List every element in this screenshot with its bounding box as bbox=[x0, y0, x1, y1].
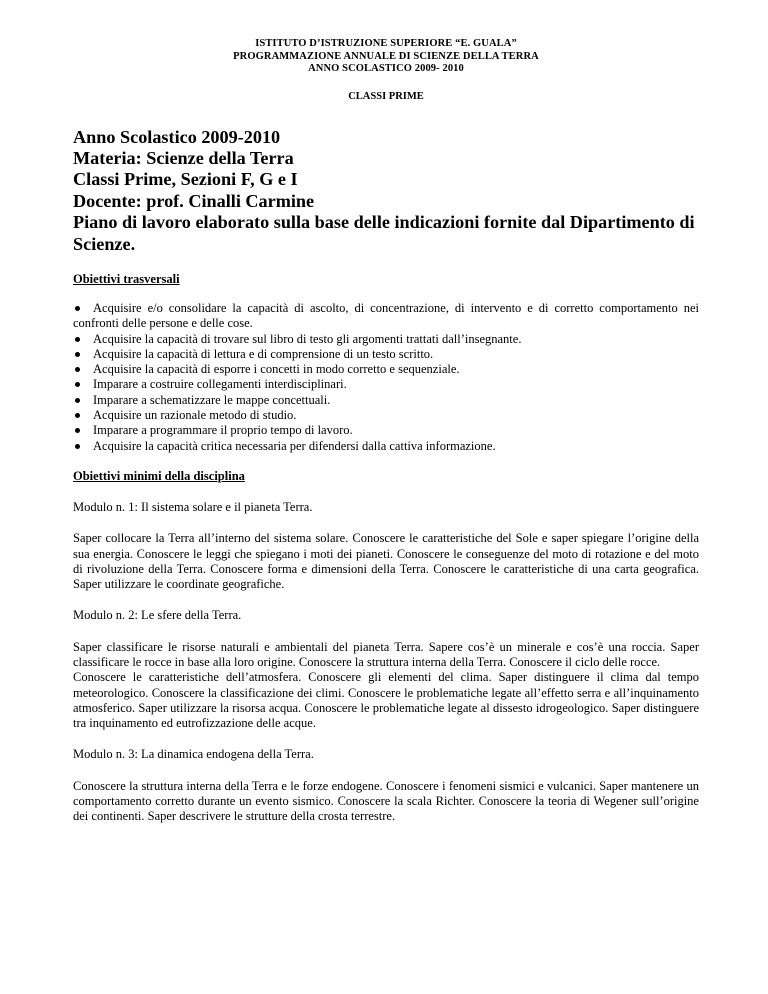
module-1-title: Modulo n. 1: Il sistema solare e il pianeta Terra. bbox=[73, 499, 313, 514]
list-item: Acquisire la capacità di trovare sul libro di testo gli argomenti trattati dall’insegnante. bbox=[73, 332, 699, 347]
list-item: Acquisire un razionale metodo di studio. bbox=[73, 408, 699, 423]
title-subject: Materia: Scienze della Terra bbox=[73, 147, 294, 168]
title-plan: Piano di lavoro elaborato sulla base delle indicazioni fornite dal Dipartimento di Scienze. bbox=[73, 212, 695, 254]
bullet-icon bbox=[75, 337, 80, 342]
bullet-icon bbox=[75, 352, 80, 357]
program-title: PROGRAMMAZIONE ANNUALE DI SCIENZE DELLA TERRA bbox=[233, 50, 539, 62]
list-item: Acquisire e/o consolidare la capacità di ascolto, di concentrazione, di intervento e di corretto comportamento nei confronti delle persone e delle cose. bbox=[73, 300, 699, 331]
list-item: Imparare a schematizzare le mappe concettuali. bbox=[73, 393, 699, 408]
bullet-icon bbox=[75, 413, 80, 418]
school-name: ISTITUTO D’ISTRUZIONE SUPERIORE “E. GUALA” bbox=[255, 38, 517, 49]
title-block bbox=[73, 127, 699, 255]
list-item: Imparare a programmare il proprio tempo di lavoro. bbox=[73, 423, 699, 438]
section-title-cross-objectives: Obiettivi trasversali bbox=[73, 271, 180, 286]
bullet-icon bbox=[75, 306, 80, 311]
bullet-icon bbox=[75, 382, 80, 387]
section-title-minimum-objectives: Obiettivi minimi della disciplina bbox=[73, 468, 245, 483]
list-item: Acquisire la capacità critica necessaria per difendersi dalla cattiva informazione. bbox=[73, 439, 699, 454]
module-1-text: Saper collocare la Terra all’interno del sistema solare. Conoscere le caratteristiche del Sole e saper spiegare l’origine della sua energia. Conoscere le leggi che spiegano i moti dei pianeti. Conoscere le conseguenze del moto di rotazione e del moto di rivoluzione della Terra. Conoscere forma e dimensioni della Terra. Conoscere le caratteristiche di una carta geografica. Saper utilizzare le coordinate geografiche. bbox=[73, 531, 699, 592]
title-year: Anno Scolastico 2009-2010 bbox=[73, 126, 281, 147]
bullet-icon bbox=[75, 398, 80, 403]
document-header bbox=[73, 38, 699, 76]
module-3-title: Modulo n. 3: La dinamica endogena della Terra. bbox=[73, 747, 314, 762]
module-2-paragraph-atmosphere: Conoscere le caratteristiche dell’atmosfera. Conoscere gli elementi del clima. Saper distinguere il clima dal tempo meteorologico. Conoscere la classificazione dei climi. Conoscere le problematiche legate all’effetto serra e all’inquinamento atmosferico. Saper utilizzare la risorsa acqua. Conoscere le problematiche legate al dissesto idrogeologico. Saper distinguere tra inquinamento ed eutrofizzazione delle acque. bbox=[73, 670, 699, 731]
module-2-text bbox=[73, 640, 699, 732]
module-2-title: Modulo n. 2: Le sfere della Terra. bbox=[73, 608, 242, 623]
bullet-icon bbox=[75, 444, 80, 449]
list-item: Acquisire la capacità di lettura e di comprensione di un testo scritto. bbox=[73, 347, 699, 362]
school-year: ANNO SCOLASTICO 2009- 2010 bbox=[308, 63, 464, 74]
document-page bbox=[73, 38, 699, 825]
bullet-icon bbox=[75, 428, 80, 433]
cross-objectives-list bbox=[73, 301, 699, 454]
module-2-paragraph-rocks: Saper classificare le risorse naturali e ambientali del pianeta Terra. Sapere cos’è un minerale e cos’è una roccia. Saper classificare le rocce in base alla loro origine. Conoscere la struttura interna della Terra. Conoscere il ciclo delle rocce. bbox=[73, 639, 699, 669]
classes-label: CLASSI PRIME bbox=[348, 90, 424, 102]
bullet-icon bbox=[75, 367, 80, 372]
list-item: Acquisire la capacità di esporre i concetti in modo corretto e sequenziale. bbox=[73, 362, 699, 377]
module-3-text: Conoscere la struttura interna della Terra e le forze endogene. Conoscere i fenomeni sismici e vulcanici. Saper mantenere un comportamento corretto durante un evento sismico. Conoscere la scala Richter. Conoscere la teoria di Wegener sull’origine dei continenti. Saper descrivere le strutture della crosta terrestre. bbox=[73, 778, 699, 824]
title-teacher: Docente: prof. Cinalli Carmine bbox=[73, 190, 315, 211]
list-item: Imparare a costruire collegamenti interdisciplinari. bbox=[73, 377, 699, 392]
title-classes: Classi Prime, Sezioni F, G e I bbox=[73, 169, 298, 190]
